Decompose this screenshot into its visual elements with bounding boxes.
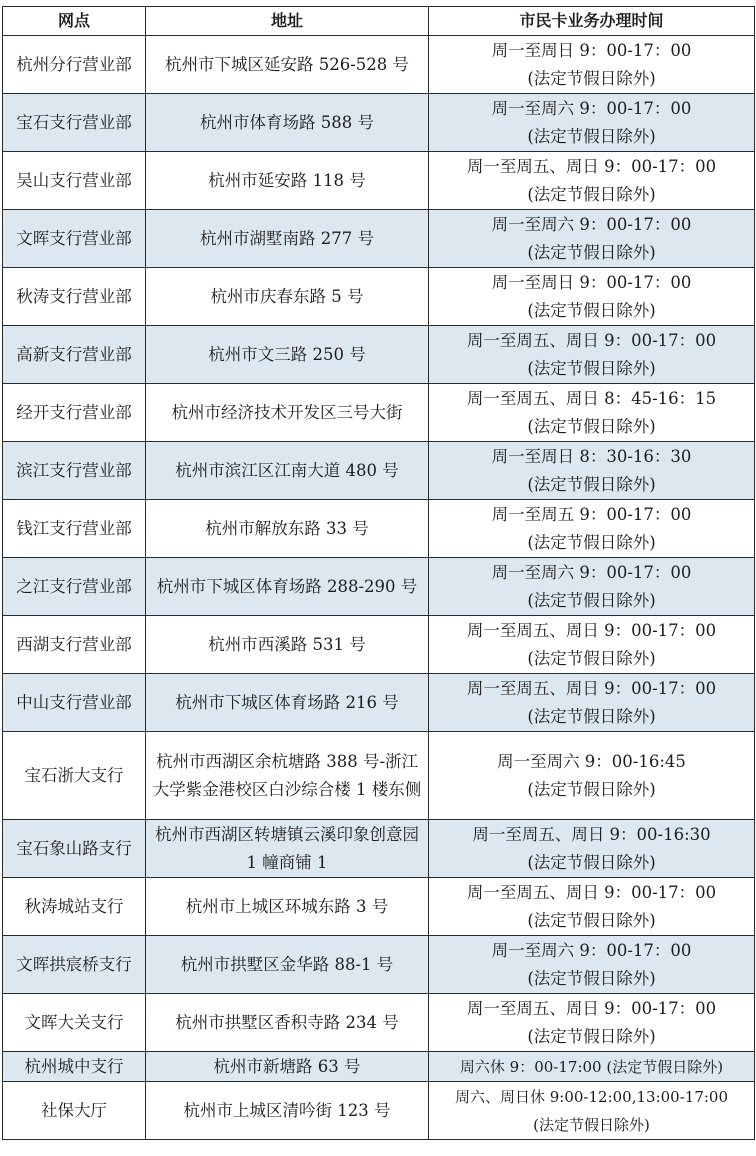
- branch-hours: 周一至周日 9：00-17：00 (法定节假日除外): [429, 268, 755, 326]
- branch-hours: 周一至周五 9：00-17：00 (法定节假日除外): [429, 500, 755, 558]
- branch-address: 杭州市拱墅区香积寺路 234 号: [146, 994, 429, 1052]
- branch-address: 杭州市上城区环城东路 3 号: [146, 878, 429, 936]
- table-row: [3, 268, 755, 326]
- branch-name: 之江支行营业部: [3, 558, 146, 616]
- branch-hours: 周一至周五、周日 9：00-17：00 (法定节假日除外): [429, 616, 755, 674]
- table-row: [3, 442, 755, 500]
- branch-name: 杭州城中支行: [3, 1052, 146, 1082]
- table-row: [3, 1082, 755, 1140]
- branch-name: 秋涛城站支行: [3, 878, 146, 936]
- branch-address: 杭州市西湖区转塘镇云溪印象创意园 1 幢商铺 1: [146, 820, 429, 878]
- branch-name: 杭州分行营业部: [3, 36, 146, 94]
- branch-hours: 周一至周五、周日 9：00-17：00 (法定节假日除外): [429, 326, 755, 384]
- table-row: [3, 732, 755, 820]
- header-name: 网点: [3, 7, 146, 36]
- branch-hours: 周一至周六 9：00-16:45 (法定节假日除外): [429, 732, 755, 820]
- branch-hours: 周一至周六 9：00-17：00 (法定节假日除外): [429, 558, 755, 616]
- branch-name: 文晖支行营业部: [3, 210, 146, 268]
- branch-name: 宝石支行营业部: [3, 94, 146, 152]
- branch-name: 社保大厅: [3, 1082, 146, 1140]
- branch-hours: 周六休 9：00-17:00 (法定节假日除外): [429, 1052, 755, 1082]
- branch-address: 杭州市新塘路 63 号: [146, 1052, 429, 1082]
- branch-name: 中山支行营业部: [3, 674, 146, 732]
- branch-table: [2, 6, 755, 1140]
- branch-name: 吴山支行营业部: [3, 152, 146, 210]
- branch-name: 文晖大关支行: [3, 994, 146, 1052]
- branch-address: 杭州市解放东路 33 号: [146, 500, 429, 558]
- table-row: [3, 1052, 755, 1082]
- branch-hours: 周一至周六 9：00-17：00 (法定节假日除外): [429, 936, 755, 994]
- table-header-row: [3, 7, 755, 36]
- table-row: [3, 326, 755, 384]
- branch-name: 宝石浙大支行: [3, 732, 146, 820]
- table-row: [3, 558, 755, 616]
- table-row: [3, 936, 755, 994]
- header-address: 地址: [146, 7, 429, 36]
- branch-hours: 周一至周六 9：00-17：00 (法定节假日除外): [429, 210, 755, 268]
- header-hours: 市民卡业务办理时间: [429, 7, 755, 36]
- branch-name: 文晖拱宸桥支行: [3, 936, 146, 994]
- branch-address: 杭州市上城区清吟街 123 号: [146, 1082, 429, 1140]
- table-row: [3, 500, 755, 558]
- branch-hours: 周一至周五、周日 9：00-17：00 (法定节假日除外): [429, 152, 755, 210]
- branch-address: 杭州市延安路 118 号: [146, 152, 429, 210]
- branch-hours: 周一至周五、周日 9：00-17：00 (法定节假日除外): [429, 878, 755, 936]
- branch-name: 秋涛支行营业部: [3, 268, 146, 326]
- branch-name: 钱江支行营业部: [3, 500, 146, 558]
- branch-address: 杭州市西湖区余杭塘路 388 号-浙江大学紫金港校区白沙综合楼 1 楼东侧: [146, 732, 429, 820]
- branch-hours: 周一至周五、周日 9：00-17：00 (法定节假日除外): [429, 674, 755, 732]
- branch-hours: 周一至周五、周日 8：45-16：15 (法定节假日除外): [429, 384, 755, 442]
- table-row: [3, 994, 755, 1052]
- branch-name: 经开支行营业部: [3, 384, 146, 442]
- table-row: [3, 616, 755, 674]
- branch-address: 杭州市湖墅南路 277 号: [146, 210, 429, 268]
- table-row: [3, 152, 755, 210]
- branch-address: 杭州市经济技术开发区三号大街: [146, 384, 429, 442]
- branch-name: 高新支行营业部: [3, 326, 146, 384]
- branch-address: 杭州市下城区体育场路 216 号: [146, 674, 429, 732]
- branch-address: 杭州市滨江区江南大道 480 号: [146, 442, 429, 500]
- table-row: [3, 210, 755, 268]
- table-row: [3, 820, 755, 878]
- branch-hours: 周一至周五、周日 9：00-16:30 (法定节假日除外): [429, 820, 755, 878]
- branch-hours: 周一至周六 9：00-17：00 (法定节假日除外): [429, 94, 755, 152]
- branch-name: 西湖支行营业部: [3, 616, 146, 674]
- branch-name: 宝石象山路支行: [3, 820, 146, 878]
- branch-address: 杭州市下城区体育场路 288-290 号: [146, 558, 429, 616]
- branch-hours: 周一至周五、周日 9：00-17：00 (法定节假日除外): [429, 994, 755, 1052]
- branch-address: 杭州市西溪路 531 号: [146, 616, 429, 674]
- branch-address: 杭州市文三路 250 号: [146, 326, 429, 384]
- table-row: [3, 878, 755, 936]
- branch-hours: 周一至周日 8：30-16：30 (法定节假日除外): [429, 442, 755, 500]
- table-row: [3, 94, 755, 152]
- branch-address: 杭州市拱墅区金华路 88-1 号: [146, 936, 429, 994]
- branch-hours: 周六、周日休 9:00-12:00,13:00-17:00 (法定节假日除外): [429, 1082, 755, 1140]
- branch-name: 滨江支行营业部: [3, 442, 146, 500]
- branch-hours: 周一至周日 9：00-17：00 (法定节假日除外): [429, 36, 755, 94]
- table-row: [3, 36, 755, 94]
- branch-address: 杭州市体育场路 588 号: [146, 94, 429, 152]
- branch-address: 杭州市下城区延安路 526-528 号: [146, 36, 429, 94]
- branch-address: 杭州市庆春东路 5 号: [146, 268, 429, 326]
- table-row: [3, 674, 755, 732]
- table-row: [3, 384, 755, 442]
